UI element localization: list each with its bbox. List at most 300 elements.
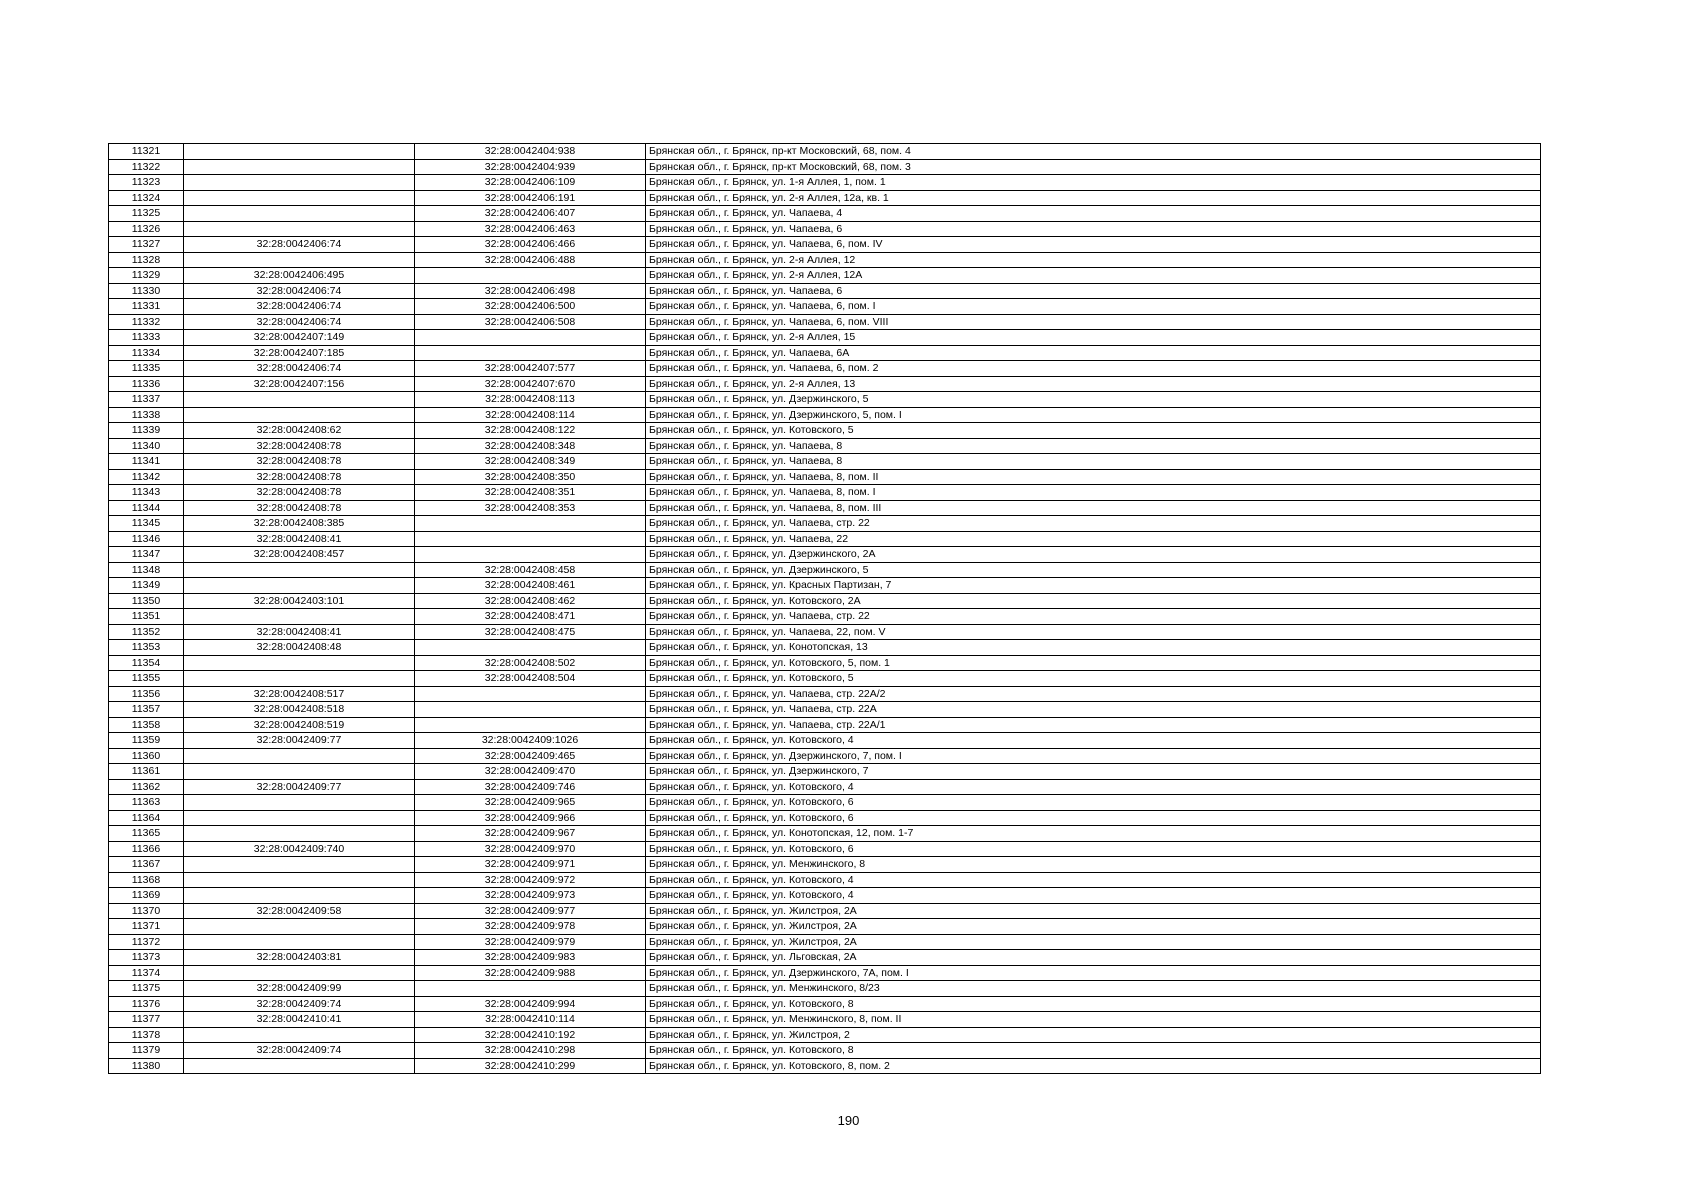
table-row: [109, 376, 1541, 392]
cadastral-number-cell: 32:28:0042409:470: [415, 764, 646, 780]
row-number-cell: 11359: [109, 733, 184, 749]
table-row: [109, 764, 1541, 780]
row-number-cell: 11364: [109, 810, 184, 826]
table-row: [109, 516, 1541, 532]
row-number-cell: 11349: [109, 578, 184, 594]
parent-cadastral-number-cell: 32:28:0042408:78: [184, 500, 415, 516]
row-number-cell: 11362: [109, 779, 184, 795]
parent-cadastral-number-cell: [184, 934, 415, 950]
table-row: [109, 717, 1541, 733]
address-cell: Брянская обл., г. Брянск, ул. Котовского, 8: [646, 1043, 1541, 1059]
cadastral-number-cell: 32:28:0042408:113: [415, 392, 646, 408]
row-number-cell: 11342: [109, 469, 184, 485]
table-row: [109, 531, 1541, 547]
parent-cadastral-number-cell: 32:28:0042406:74: [184, 361, 415, 377]
cadastral-number-cell: 32:28:0042408:471: [415, 609, 646, 625]
address-cell: Брянская обл., г. Брянск, ул. Котовского, 4: [646, 779, 1541, 795]
table-row: [109, 485, 1541, 501]
row-number-cell: 11330: [109, 283, 184, 299]
address-cell: Брянская обл., г. Брянск, ул. Дзержинского, 5, пом. I: [646, 407, 1541, 423]
cadastral-number-cell: [415, 531, 646, 547]
parent-cadastral-number-cell: 32:28:0042409:74: [184, 996, 415, 1012]
parent-cadastral-number-cell: 32:28:0042408:78: [184, 469, 415, 485]
table-row: [109, 392, 1541, 408]
table-row: [109, 609, 1541, 625]
parent-cadastral-number-cell: [184, 144, 415, 160]
cadastral-number-cell: 32:28:0042409:978: [415, 919, 646, 935]
address-cell: Брянская обл., г. Брянск, ул. Котовского, 4: [646, 733, 1541, 749]
row-number-cell: 11345: [109, 516, 184, 532]
parent-cadastral-number-cell: 32:28:0042408:48: [184, 640, 415, 656]
cadastral-number-cell: 32:28:0042409:994: [415, 996, 646, 1012]
cadastral-number-cell: [415, 640, 646, 656]
table-row: [109, 640, 1541, 656]
address-cell: Брянская обл., г. Брянск, ул. Менжинского, 8: [646, 857, 1541, 873]
table-row: [109, 454, 1541, 470]
address-cell: Брянская обл., г. Брянск, ул. Чапаева, 6А: [646, 345, 1541, 361]
address-cell: Брянская обл., г. Брянск, ул. Красных Партизан, 7: [646, 578, 1541, 594]
registry-table-body: [109, 144, 1541, 1074]
cadastral-number-cell: 32:28:0042408:114: [415, 407, 646, 423]
address-cell: Брянская обл., г. Брянск, ул. Котовского, 8, пом. 2: [646, 1058, 1541, 1074]
row-number-cell: 11328: [109, 252, 184, 268]
address-cell: Брянская обл., г. Брянск, ул. Чапаева, стр. 22А: [646, 702, 1541, 718]
table-row: [109, 686, 1541, 702]
table-row: [109, 1012, 1541, 1028]
cadastral-number-cell: [415, 717, 646, 733]
row-number-cell: 11365: [109, 826, 184, 842]
table-row: [109, 175, 1541, 191]
address-cell: Брянская обл., г. Брянск, пр-кт Московский, 68, пом. 3: [646, 159, 1541, 175]
parent-cadastral-number-cell: 32:28:0042408:517: [184, 686, 415, 702]
address-cell: Брянская обл., г. Брянск, ул. Конотопская, 13: [646, 640, 1541, 656]
row-number-cell: 11337: [109, 392, 184, 408]
parent-cadastral-number-cell: [184, 159, 415, 175]
parent-cadastral-number-cell: [184, 392, 415, 408]
parent-cadastral-number-cell: [184, 857, 415, 873]
cadastral-number-cell: 32:28:0042408:461: [415, 578, 646, 594]
cadastral-number-cell: 32:28:0042406:407: [415, 206, 646, 222]
address-cell: Брянская обл., г. Брянск, ул. Чапаева, 22, пом. V: [646, 624, 1541, 640]
address-cell: Брянская обл., г. Брянск, ул. Жилстроя, 2: [646, 1027, 1541, 1043]
table-row: [109, 299, 1541, 315]
row-number-cell: 11366: [109, 841, 184, 857]
cadastral-number-cell: 32:28:0042409:972: [415, 872, 646, 888]
address-cell: Брянская обл., г. Брянск, ул. Чапаева, 6, пом. I: [646, 299, 1541, 315]
table-row: [109, 562, 1541, 578]
cadastral-number-cell: 32:28:0042406:466: [415, 237, 646, 253]
row-number-cell: 11322: [109, 159, 184, 175]
cadastral-number-cell: 32:28:0042409:979: [415, 934, 646, 950]
table-row: [109, 981, 1541, 997]
table-row: [109, 330, 1541, 346]
parent-cadastral-number-cell: 32:28:0042406:74: [184, 299, 415, 315]
address-cell: Брянская обл., г. Брянск, ул. Жилстроя, 2А: [646, 919, 1541, 935]
parent-cadastral-number-cell: 32:28:0042409:77: [184, 779, 415, 795]
page-number: 190: [837, 1113, 860, 1128]
parent-cadastral-number-cell: [184, 810, 415, 826]
parent-cadastral-number-cell: [184, 655, 415, 671]
address-cell: Брянская обл., г. Брянск, ул. Котовского, 8: [646, 996, 1541, 1012]
cadastral-number-cell: 32:28:0042408:353: [415, 500, 646, 516]
row-number-cell: 11375: [109, 981, 184, 997]
address-cell: Брянская обл., г. Брянск, ул. Дзержинского, 2А: [646, 547, 1541, 563]
cadastral-number-cell: 32:28:0042408:350: [415, 469, 646, 485]
parent-cadastral-number-cell: [184, 562, 415, 578]
address-cell: Брянская обл., г. Брянск, ул. Чапаева, 8: [646, 438, 1541, 454]
address-cell: Брянская обл., г. Брянск, ул. 2-я Аллея, 15: [646, 330, 1541, 346]
table-row: [109, 919, 1541, 935]
address-cell: Брянская обл., г. Брянск, ул. Льговская, 2А: [646, 950, 1541, 966]
table-row: [109, 810, 1541, 826]
cadastral-number-cell: 32:28:0042406:463: [415, 221, 646, 237]
parent-cadastral-number-cell: [184, 221, 415, 237]
cadastral-number-cell: 32:28:0042407:670: [415, 376, 646, 392]
address-cell: Брянская обл., г. Брянск, ул. Менжинского, 8, пом. II: [646, 1012, 1541, 1028]
parent-cadastral-number-cell: 32:28:0042408:457: [184, 547, 415, 563]
address-cell: Брянская обл., г. Брянск, ул. Чапаева, 6, пом. VIII: [646, 314, 1541, 330]
address-cell: Брянская обл., г. Брянск, ул. Котовского, 6: [646, 810, 1541, 826]
table-row: [109, 934, 1541, 950]
address-cell: Брянская обл., г. Брянск, ул. 1-я Аллея, 1, пом. 1: [646, 175, 1541, 191]
row-number-cell: 11325: [109, 206, 184, 222]
row-number-cell: 11373: [109, 950, 184, 966]
parent-cadastral-number-cell: 32:28:0042408:78: [184, 485, 415, 501]
row-number-cell: 11379: [109, 1043, 184, 1059]
parent-cadastral-number-cell: [184, 175, 415, 191]
cadastral-number-cell: 32:28:0042406:488: [415, 252, 646, 268]
cadastral-number-cell: 32:28:0042410:299: [415, 1058, 646, 1074]
parent-cadastral-number-cell: [184, 748, 415, 764]
parent-cadastral-number-cell: [184, 1027, 415, 1043]
table-row: [109, 826, 1541, 842]
row-number-cell: 11335: [109, 361, 184, 377]
parent-cadastral-number-cell: 32:28:0042408:385: [184, 516, 415, 532]
table-row: [109, 345, 1541, 361]
table-row: [109, 252, 1541, 268]
parent-cadastral-number-cell: [184, 795, 415, 811]
row-number-cell: 11360: [109, 748, 184, 764]
table-row: [109, 407, 1541, 423]
parent-cadastral-number-cell: 32:28:0042406:495: [184, 268, 415, 284]
parent-cadastral-number-cell: [184, 252, 415, 268]
parent-cadastral-number-cell: 32:28:0042408:519: [184, 717, 415, 733]
row-number-cell: 11369: [109, 888, 184, 904]
address-cell: Брянская обл., г. Брянск, ул. Котовского, 4: [646, 872, 1541, 888]
parent-cadastral-number-cell: 32:28:0042408:62: [184, 423, 415, 439]
cadastral-number-cell: [415, 702, 646, 718]
row-number-cell: 11374: [109, 965, 184, 981]
row-number-cell: 11367: [109, 857, 184, 873]
row-number-cell: 11376: [109, 996, 184, 1012]
cadastral-number-cell: 32:28:0042408:504: [415, 671, 646, 687]
row-number-cell: 11338: [109, 407, 184, 423]
row-number-cell: 11363: [109, 795, 184, 811]
parent-cadastral-number-cell: [184, 609, 415, 625]
cadastral-number-cell: 32:28:0042408:475: [415, 624, 646, 640]
cadastral-number-cell: 32:28:0042408:349: [415, 454, 646, 470]
address-cell: Брянская обл., г. Брянск, ул. Чапаева, стр. 22: [646, 516, 1541, 532]
cadastral-number-cell: 32:28:0042408:348: [415, 438, 646, 454]
parent-cadastral-number-cell: 32:28:0042403:101: [184, 593, 415, 609]
cadastral-number-cell: 32:28:0042409:977: [415, 903, 646, 919]
cadastral-number-cell: [415, 686, 646, 702]
row-number-cell: 11350: [109, 593, 184, 609]
cadastral-number-cell: [415, 516, 646, 532]
row-number-cell: 11323: [109, 175, 184, 191]
address-cell: Брянская обл., г. Брянск, ул. Жилстроя, 2А: [646, 903, 1541, 919]
row-number-cell: 11351: [109, 609, 184, 625]
row-number-cell: 11344: [109, 500, 184, 516]
row-number-cell: 11331: [109, 299, 184, 315]
address-cell: Брянская обл., г. Брянск, ул. Чапаева, 6, пом. IV: [646, 237, 1541, 253]
table-row: [109, 578, 1541, 594]
cadastral-number-cell: [415, 330, 646, 346]
parent-cadastral-number-cell: 32:28:0042410:41: [184, 1012, 415, 1028]
cadastral-number-cell: 32:28:0042408:502: [415, 655, 646, 671]
parent-cadastral-number-cell: [184, 1058, 415, 1074]
row-number-cell: 11353: [109, 640, 184, 656]
address-cell: Брянская обл., г. Брянск, пр-кт Московский, 68, пом. 4: [646, 144, 1541, 160]
address-cell: Брянская обл., г. Брянск, ул. Чапаева, 22: [646, 531, 1541, 547]
row-number-cell: 11334: [109, 345, 184, 361]
row-number-cell: 11339: [109, 423, 184, 439]
table-row: [109, 268, 1541, 284]
address-cell: Брянская обл., г. Брянск, ул. Чапаева, 8, пом. II: [646, 469, 1541, 485]
parent-cadastral-number-cell: 32:28:0042409:58: [184, 903, 415, 919]
parent-cadastral-number-cell: 32:28:0042409:99: [184, 981, 415, 997]
table-row: [109, 190, 1541, 206]
row-number-cell: 11321: [109, 144, 184, 160]
address-cell: Брянская обл., г. Брянск, ул. 2-я Аллея, 12: [646, 252, 1541, 268]
cadastral-number-cell: 32:28:0042409:970: [415, 841, 646, 857]
row-number-cell: 11370: [109, 903, 184, 919]
table-row: [109, 1027, 1541, 1043]
row-number-cell: 11372: [109, 934, 184, 950]
address-cell: Брянская обл., г. Брянск, ул. Чапаева, 6, пом. 2: [646, 361, 1541, 377]
row-number-cell: 11348: [109, 562, 184, 578]
table-row: [109, 903, 1541, 919]
table-row: [109, 206, 1541, 222]
address-cell: Брянская обл., г. Брянск, ул. Котовского, 6: [646, 841, 1541, 857]
parent-cadastral-number-cell: 32:28:0042409:740: [184, 841, 415, 857]
parent-cadastral-number-cell: 32:28:0042406:74: [184, 314, 415, 330]
row-number-cell: 11346: [109, 531, 184, 547]
row-number-cell: 11326: [109, 221, 184, 237]
address-cell: Брянская обл., г. Брянск, ул. Котовского, 6: [646, 795, 1541, 811]
parent-cadastral-number-cell: 32:28:0042408:78: [184, 438, 415, 454]
address-cell: Брянская обл., г. Брянск, ул. Чапаева, 8: [646, 454, 1541, 470]
row-number-cell: 11336: [109, 376, 184, 392]
cadastral-number-cell: 32:28:0042406:500: [415, 299, 646, 315]
parent-cadastral-number-cell: 32:28:0042408:41: [184, 624, 415, 640]
table-row: [109, 841, 1541, 857]
table-row: [109, 1043, 1541, 1059]
address-cell: Брянская обл., г. Брянск, ул. Дзержинского, 7А, пом. I: [646, 965, 1541, 981]
row-number-cell: 11378: [109, 1027, 184, 1043]
parent-cadastral-number-cell: [184, 919, 415, 935]
address-cell: Брянская обл., г. Брянск, ул. Чапаева, 8, пом. I: [646, 485, 1541, 501]
parent-cadastral-number-cell: 32:28:0042406:74: [184, 237, 415, 253]
table-row: [109, 950, 1541, 966]
row-number-cell: 11361: [109, 764, 184, 780]
address-cell: Брянская обл., г. Брянск, ул. Котовского, 2А: [646, 593, 1541, 609]
row-number-cell: 11368: [109, 872, 184, 888]
address-cell: Брянская обл., г. Брянск, ул. Чапаева, стр. 22: [646, 609, 1541, 625]
row-number-cell: 11358: [109, 717, 184, 733]
row-number-cell: 11354: [109, 655, 184, 671]
address-cell: Брянская обл., г. Брянск, ул. Чапаева, 4: [646, 206, 1541, 222]
row-number-cell: 11347: [109, 547, 184, 563]
cadastral-number-cell: 32:28:0042409:746: [415, 779, 646, 795]
table-row: [109, 144, 1541, 160]
table-row: [109, 469, 1541, 485]
row-number-cell: 11352: [109, 624, 184, 640]
table-row: [109, 361, 1541, 377]
cadastral-number-cell: 32:28:0042409:967: [415, 826, 646, 842]
table-row: [109, 857, 1541, 873]
parent-cadastral-number-cell: [184, 826, 415, 842]
address-cell: Брянская обл., г. Брянск, ул. Котовского, 5: [646, 423, 1541, 439]
table-row: [109, 159, 1541, 175]
parent-cadastral-number-cell: 32:28:0042407:185: [184, 345, 415, 361]
cadastral-number-cell: 32:28:0042406:191: [415, 190, 646, 206]
cadastral-number-cell: [415, 345, 646, 361]
cadastral-number-cell: 32:28:0042408:462: [415, 593, 646, 609]
address-cell: Брянская обл., г. Брянск, ул. Чапаева, 6: [646, 221, 1541, 237]
row-number-cell: 11333: [109, 330, 184, 346]
table-row: [109, 872, 1541, 888]
table-row: [109, 593, 1541, 609]
row-number-cell: 11324: [109, 190, 184, 206]
row-number-cell: 11377: [109, 1012, 184, 1028]
table-row: [109, 795, 1541, 811]
row-number-cell: 11329: [109, 268, 184, 284]
parent-cadastral-number-cell: [184, 671, 415, 687]
row-number-cell: 11357: [109, 702, 184, 718]
parent-cadastral-number-cell: 32:28:0042407:149: [184, 330, 415, 346]
parent-cadastral-number-cell: [184, 872, 415, 888]
address-cell: Брянская обл., г. Брянск, ул. Чапаева, стр. 22А/1: [646, 717, 1541, 733]
table-row: [109, 1058, 1541, 1074]
table-row: [109, 624, 1541, 640]
parent-cadastral-number-cell: 32:28:0042406:74: [184, 283, 415, 299]
cadastral-number-cell: 32:28:0042407:577: [415, 361, 646, 377]
address-cell: Брянская обл., г. Брянск, ул. Дзержинского, 5: [646, 562, 1541, 578]
parent-cadastral-number-cell: [184, 965, 415, 981]
cadastral-number-cell: 32:28:0042408:351: [415, 485, 646, 501]
cadastral-number-cell: 32:28:0042409:465: [415, 748, 646, 764]
cadastral-number-cell: 32:28:0042406:508: [415, 314, 646, 330]
row-number-cell: 11340: [109, 438, 184, 454]
cadastral-number-cell: 32:28:0042404:939: [415, 159, 646, 175]
parent-cadastral-number-cell: [184, 407, 415, 423]
table-row: [109, 314, 1541, 330]
address-cell: Брянская обл., г. Брянск, ул. 2-я Аллея, 12А: [646, 268, 1541, 284]
cadastral-number-cell: [415, 547, 646, 563]
parent-cadastral-number-cell: 32:28:0042407:156: [184, 376, 415, 392]
cadastral-number-cell: 32:28:0042409:983: [415, 950, 646, 966]
address-cell: Брянская обл., г. Брянск, ул. Котовского, 5, пом. 1: [646, 655, 1541, 671]
address-cell: Брянская обл., г. Брянск, ул. Дзержинского, 5: [646, 392, 1541, 408]
parent-cadastral-number-cell: 32:28:0042403:81: [184, 950, 415, 966]
address-cell: Брянская обл., г. Брянск, ул. Чапаева, стр. 22А/2: [646, 686, 1541, 702]
cadastral-number-cell: [415, 981, 646, 997]
row-number-cell: 11356: [109, 686, 184, 702]
table-row: [109, 996, 1541, 1012]
cadastral-number-cell: 32:28:0042408:122: [415, 423, 646, 439]
address-cell: Брянская обл., г. Брянск, ул. Жилстроя, 2А: [646, 934, 1541, 950]
address-cell: Брянская обл., г. Брянск, ул. Котовского, 4: [646, 888, 1541, 904]
cadastral-registry-table: [108, 143, 1541, 1074]
table-row: [109, 438, 1541, 454]
address-cell: Брянская обл., г. Брянск, ул. Дзержинского, 7, пом. I: [646, 748, 1541, 764]
table-row: [109, 748, 1541, 764]
address-cell: Брянская обл., г. Брянск, ул. 2-я Аллея, 12а, кв. 1: [646, 190, 1541, 206]
cadastral-number-cell: 32:28:0042409:988: [415, 965, 646, 981]
table-row: [109, 702, 1541, 718]
row-number-cell: 11380: [109, 1058, 184, 1074]
cadastral-number-cell: 32:28:0042410:114: [415, 1012, 646, 1028]
cadastral-number-cell: 32:28:0042404:938: [415, 144, 646, 160]
address-cell: Брянская обл., г. Брянск, ул. Котовского, 5: [646, 671, 1541, 687]
row-number-cell: 11341: [109, 454, 184, 470]
cadastral-number-cell: 32:28:0042409:971: [415, 857, 646, 873]
parent-cadastral-number-cell: [184, 764, 415, 780]
parent-cadastral-number-cell: 32:28:0042408:41: [184, 531, 415, 547]
cadastral-number-cell: 32:28:0042406:109: [415, 175, 646, 191]
cadastral-number-cell: 32:28:0042406:498: [415, 283, 646, 299]
address-cell: Брянская обл., г. Брянск, ул. Чапаева, 8, пом. III: [646, 500, 1541, 516]
table-row: [109, 500, 1541, 516]
parent-cadastral-number-cell: [184, 578, 415, 594]
cadastral-number-cell: 32:28:0042410:192: [415, 1027, 646, 1043]
table-row: [109, 221, 1541, 237]
cadastral-number-cell: 32:28:0042410:298: [415, 1043, 646, 1059]
table-row: [109, 423, 1541, 439]
cadastral-number-cell: 32:28:0042409:966: [415, 810, 646, 826]
cadastral-number-cell: [415, 268, 646, 284]
address-cell: Брянская обл., г. Брянск, ул. Чапаева, 6: [646, 283, 1541, 299]
table-row: [109, 655, 1541, 671]
parent-cadastral-number-cell: 32:28:0042408:518: [184, 702, 415, 718]
row-number-cell: 11327: [109, 237, 184, 253]
address-cell: Брянская обл., г. Брянск, ул. 2-я Аллея, 13: [646, 376, 1541, 392]
cadastral-number-cell: 32:28:0042409:973: [415, 888, 646, 904]
parent-cadastral-number-cell: 32:28:0042409:74: [184, 1043, 415, 1059]
table-row: [109, 237, 1541, 253]
parent-cadastral-number-cell: 32:28:0042408:78: [184, 454, 415, 470]
parent-cadastral-number-cell: [184, 206, 415, 222]
row-number-cell: 11355: [109, 671, 184, 687]
parent-cadastral-number-cell: [184, 190, 415, 206]
table-row: [109, 671, 1541, 687]
table-row: [109, 965, 1541, 981]
address-cell: Брянская обл., г. Брянск, ул. Менжинского, 8/23: [646, 981, 1541, 997]
cadastral-number-cell: 32:28:0042409:965: [415, 795, 646, 811]
address-cell: Брянская обл., г. Брянск, ул. Конотопская, 12, пом. 1-7: [646, 826, 1541, 842]
table-row: [109, 547, 1541, 563]
row-number-cell: 11343: [109, 485, 184, 501]
parent-cadastral-number-cell: [184, 888, 415, 904]
row-number-cell: 11332: [109, 314, 184, 330]
table-row: [109, 888, 1541, 904]
table-row: [109, 733, 1541, 749]
table-row: [109, 283, 1541, 299]
address-cell: Брянская обл., г. Брянск, ул. Дзержинского, 7: [646, 764, 1541, 780]
cadastral-number-cell: 32:28:0042408:458: [415, 562, 646, 578]
table-row: [109, 779, 1541, 795]
